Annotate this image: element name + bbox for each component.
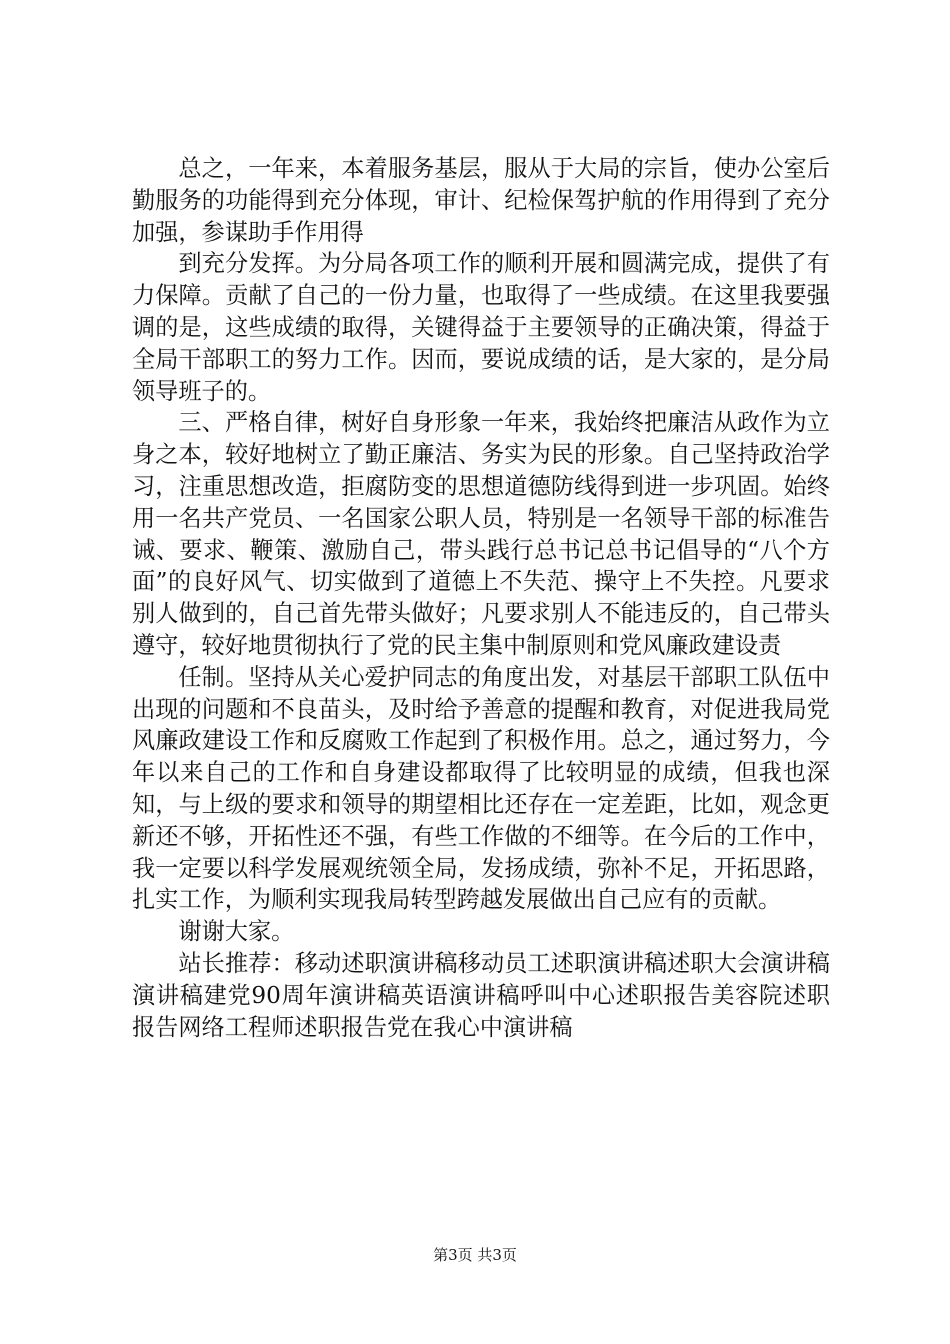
paragraph-recommendations: 站长推荐：移动述职演讲稿移动员工述职演讲稿述职大会演讲稿演讲稿建党90周年演讲稿英语演讲稿呼叫中心述职报告美容院述职报告网络工程师述职报告党在我心中演讲稿 bbox=[132, 949, 830, 1041]
paragraph-achievements: 到充分发挥。为分局各项工作的顺利开展和圆满完成，提供了有力保障。贡献了自己的一份力量，也取得了一些成绩。在这里我要强调的是，这些成绩的取得，关键得益于主要领导的正确决策，得益于全局干部职工的努力工作。因而，要说成绩的话，是大家的，是分局领导班子的。 bbox=[132, 250, 830, 405]
page-footer: 第3页 共3页 bbox=[433, 1246, 517, 1264]
paragraph-self-discipline: 三、严格自律，树好自身形象一年来，我始终把廉洁从政作为立身之本，较好地树立了勤正廉洁、务实为民的形象。自己坚持政治学习，注重思想改造，拒腐防变的思想道德防线得到进一步巩固。始终用一名共产党员、一名国家公职人员，特别是一名领导干部的标准告诫、要求、鞭策、激励自己，带头践行总书记总书记倡导的“八个方面”的良好风气、切实做到了道德上不失范、操守上不失控。凡要求别人做到的，自己首先带头做好；凡要求别人不能违反的，自己带头遵守，较好地贯彻执行了党的民主集中制原则和党风廉政建设责 bbox=[132, 409, 830, 659]
paragraph-summary: 总之，一年来，本着服务基层，服从于大局的宗旨，使办公室后勤服务的功能得到充分体现，审计、纪检保驾护航的作用得到了充分加强，参谋助手作用得 bbox=[132, 155, 830, 246]
paragraph-thanks: 谢谢大家。 bbox=[178, 918, 295, 946]
paragraph-responsibility: 任制。坚持从关心爱护同志的角度出发，对基层干部职工队伍中出现的问题和不良苗头，及时给予善意的提醒和教育，对促进我局党风廉政建设工作和反腐败工作起到了积极作用。总之，通过努力，今年以来自己的工作和自身建设都取得了比较明显的成绩，但我也深知，与上级的要求和领导的期望相比还存在一定差距，比如，观念更新还不够，开拓性还不强，有些工作做的不细等。在今后的工作中，我一定要以科学发展观统领全局，发扬成绩，弥补不足，开拓思路，扎实工作，为顺利实现我局转型跨越发展做出自己应有的贡献。 bbox=[132, 663, 830, 914]
document-body bbox=[132, 153, 830, 1043]
